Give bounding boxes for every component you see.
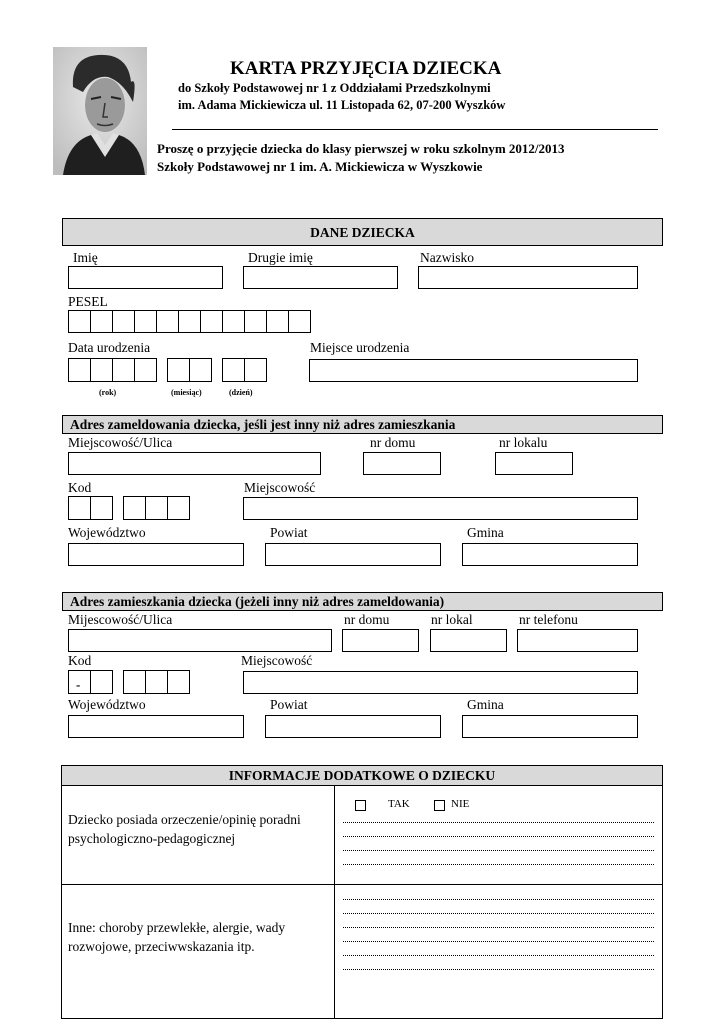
request-line-1: Proszę o przyjęcie dziecka do klasy pierwszej w roku szkolnym 2012/2013 xyxy=(157,141,565,156)
zam-ulica-field[interactable] xyxy=(68,452,321,475)
row2-line-5[interactable] xyxy=(343,955,654,956)
zam-kod-prefix-field[interactable] xyxy=(68,496,113,520)
label-zam-wojewodztwo: Województwo xyxy=(68,525,146,540)
section-header-dane: DANE DZIECKA xyxy=(62,218,663,246)
mie-nr-domu-field[interactable] xyxy=(342,629,419,652)
zam-kod-suffix-field[interactable] xyxy=(123,496,190,520)
row2-line-4[interactable] xyxy=(343,941,654,942)
row1-line-1[interactable] xyxy=(343,822,654,823)
label-zam-powiat: Powiat xyxy=(270,525,308,540)
mie-nr-telefonu-field[interactable] xyxy=(517,629,638,652)
label-data-urodzenia: Data urodzenia xyxy=(68,340,151,355)
row2-line-6[interactable] xyxy=(343,969,654,970)
form-title: KARTA PRZYJĘCIA DZIECKA xyxy=(230,58,502,79)
mie-wojewodztwo-field[interactable] xyxy=(68,715,244,738)
mie-kod-suffix-field[interactable] xyxy=(123,670,190,694)
label-zam-gmina: Gmina xyxy=(467,525,504,540)
label-mie-powiat: Powiat xyxy=(270,697,308,712)
label-imie: Imię xyxy=(73,250,98,265)
header-divider xyxy=(172,129,658,130)
pesel-field[interactable] xyxy=(68,310,311,333)
row1-line-4[interactable] xyxy=(343,864,654,865)
mie-kod-prefix-field[interactable] xyxy=(68,670,113,694)
request-line-2: Szkoły Podstawowej nr 1 im. A. Mickiewicza w Wyszkowie xyxy=(157,159,483,174)
mie-nr-lokal-field[interactable] xyxy=(430,629,507,652)
row2-line-1[interactable] xyxy=(343,899,654,900)
miesiac-field[interactable] xyxy=(167,358,212,382)
row1-line-2[interactable] xyxy=(343,836,654,837)
zam-wojewodztwo-field[interactable] xyxy=(68,543,244,566)
label-drugie-imie: Drugie imię xyxy=(248,250,313,265)
row2-line-3[interactable] xyxy=(343,927,654,928)
portrait-icon xyxy=(53,47,147,175)
label-pesel: PESEL xyxy=(68,294,108,309)
caption-miesiac: (miesiąc) xyxy=(171,388,202,397)
school-line-2: im. Adama Mickiewicza ul. 11 Listopada 62, 07-200 Wyszków xyxy=(178,98,506,112)
label-mie-kod: Kod xyxy=(68,653,92,668)
zam-nr-domu-field[interactable] xyxy=(363,452,441,475)
dzien-field[interactable] xyxy=(222,358,267,382)
label-zam-nr-lokalu: nr lokalu xyxy=(499,435,548,450)
info-row1-label: Dziecko posiada orzeczenie/opinię poradni psychologiczno-pedagogicznej xyxy=(68,812,301,846)
label-zam-kod: Kod xyxy=(68,480,92,495)
label-mie-wojewodztwo: Województwo xyxy=(68,697,146,712)
tak-checkbox[interactable] xyxy=(355,800,366,811)
nie-label: NIE xyxy=(451,798,470,810)
info-row2-label: Inne: choroby przewlekłe, alergie, wady rozwojowe, przeciwwskazania itp. xyxy=(68,920,286,954)
label-mie-nr-telefonu: nr telefonu xyxy=(519,612,578,627)
caption-dzien: (dzień) xyxy=(229,388,253,397)
mie-powiat-field[interactable] xyxy=(265,715,441,738)
nie-checkbox[interactable] xyxy=(434,800,445,811)
row2-line-2[interactable] xyxy=(343,913,654,914)
zam-gmina-field[interactable] xyxy=(462,543,638,566)
section-header-zamieszkanie: Adres zamieszkania dziecka (jeżeli inny niż adres zameldowania) xyxy=(62,592,663,611)
label-miejsce-urodzenia: Miejsce urodzenia xyxy=(310,340,410,355)
mie-miejscowosc-field[interactable] xyxy=(243,671,638,694)
school-line-1: do Szkoły Podstawowej nr 1 z Oddziałami Przedszkolnymi xyxy=(178,81,491,95)
caption-rok: (rok) xyxy=(99,388,117,397)
label-mie-gmina: Gmina xyxy=(467,697,504,712)
mie-ulica-field[interactable] xyxy=(68,629,332,652)
rok-field[interactable] xyxy=(68,358,157,382)
label-mie-miejscowosc: Miejscowość xyxy=(241,653,313,668)
row1-line-3[interactable] xyxy=(343,850,654,851)
kod-dash: - xyxy=(76,677,81,692)
section-header-zameldowanie: Adres zameldowania dziecka, jeśli jest inny niż adres zamieszkania xyxy=(62,415,663,434)
label-zam-ulica: Miejscowość/Ulica xyxy=(68,435,173,450)
mie-gmina-field[interactable] xyxy=(462,715,638,738)
info-row-divider xyxy=(61,884,663,885)
tak-label: TAK xyxy=(388,798,410,810)
label-mie-ulica: Mijescowość/Ulica xyxy=(68,612,173,627)
zam-powiat-field[interactable] xyxy=(265,543,441,566)
label-mie-nr-domu: nr domu xyxy=(344,612,390,627)
label-mie-nr-lokal: nr lokal xyxy=(431,612,473,627)
imie-field[interactable] xyxy=(68,266,223,289)
label-nazwisko: Nazwisko xyxy=(420,250,474,265)
zam-nr-lokalu-field[interactable] xyxy=(495,452,573,475)
miejsce-urodzenia-field[interactable] xyxy=(309,359,638,382)
portrait-image xyxy=(53,47,147,175)
drugie-imie-field[interactable] xyxy=(243,266,398,289)
nazwisko-field[interactable] xyxy=(418,266,638,289)
label-zam-nr-domu: nr domu xyxy=(370,435,416,450)
info-col-divider xyxy=(334,786,335,1019)
label-zam-miejscowosc: Miejscowość xyxy=(244,480,316,495)
section-header-info: INFORMACJE DODATKOWE O DZIECKU xyxy=(61,765,663,786)
zam-miejscowosc-field[interactable] xyxy=(243,497,638,520)
